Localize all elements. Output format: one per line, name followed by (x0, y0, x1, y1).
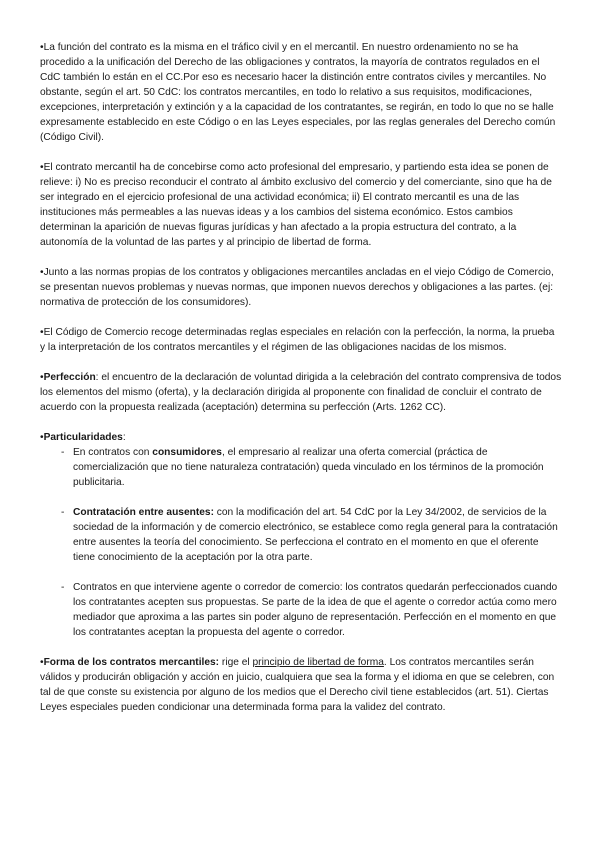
document-page (40, 40, 562, 730)
paragraph-text: : el encuentro de la declaración de voluntad dirigida a la celebración del contrato comprensiva de todos los elementos del mismo (oferta), y la declaración dirigida al proponente con finalidad de concluir el contrato de acuerdo con la propuesta realizada (aceptación) determina su perfección (Arts. 1262 CC). (40, 372, 562, 413)
paragraph-reglas-especiales (40, 325, 562, 355)
item-text: con la modificación del art. 54 CdC por la Ley 34/2002, de servicios de la sociedad de la información y de comercio electrónico, se establece como regla general para la contratación entre ausentes la teoría del conocimiento. Se perfecciona el contrato en el momento en que el oferente tiene conocimiento de la aceptación por la otra parte. (73, 507, 558, 563)
bullet: • (40, 432, 44, 443)
list-item (40, 505, 562, 565)
list-item (40, 580, 562, 640)
paragraph-text: Junto a las normas propias de los contratos y obligaciones mercantiles ancladas en el viejo Código de Comercio, se presentan nuevos problemas y nuevas normas, que imponen nuevos derechos y obligaciones a las partes. (ej: normativa de protección de los consumidores). (40, 267, 554, 308)
bullet: • (40, 372, 44, 383)
paragraph-funcion-contrato (40, 40, 562, 145)
paragraph-nuevas-normas (40, 265, 562, 310)
dash-marker: - (61, 582, 65, 593)
dash-marker: - (61, 507, 65, 518)
term-contratacion-ausentes: Contratación entre ausentes: (73, 507, 214, 518)
item-text: Contratos en que interviene agente o corredor de comercio: los contratos quedarán perfeccionados cuando los contratantes acepten sus propuestas. Se parte de la idea de que el agente o corredor actúa como mero mediador que aproxima a las partes sin poder alguno de representación. Perfección en el momento en que los contratantes aceptan la propuesta del agente o corredor. (73, 582, 558, 638)
paragraph-text: La función del contrato es la misma en el tráfico civil y en el mercantil. En nuestro ordenamiento no se ha procedido a la unificación del Derecho de las obligaciones y contratos, la mayoría de contratos regulados en el CdC también lo están en el CC.Por eso es necesario hacer la distinción entre contratos civiles y mercantiles. No obstante, según el art. 50 CdC: los contratos mercantiles, en todo lo relativo a sus requisitos, modificaciones, excepciones, interpretación y extinción y a la capacidad de los contratantes, se regirán, en todo lo que no se halle expresamente establecido en este Código o en las Leyes especiales, por las reglas generales del Derecho común (Código Civil). (40, 42, 556, 143)
underlined-principio-libertad-forma: principio de libertad de forma (252, 657, 384, 668)
paragraph-perfeccion (40, 370, 562, 415)
bullet: • (40, 267, 44, 278)
term-forma-contratos: Forma de los contratos mercantiles: (43, 657, 220, 668)
term-consumidores: consumidores (152, 447, 222, 458)
paragraph-text: El Código de Comercio recoge determinadas reglas especiales en relación con la perfección, la norma, la prueba y la interpretación de los contratos mercantiles y el régimen de las obligaciones nacidas de los mismos. (40, 327, 555, 353)
paragraph-text: rige el (219, 657, 253, 668)
bullet: • (40, 162, 44, 173)
bullet: • (40, 657, 44, 668)
bullet: • (40, 42, 44, 53)
particularidades-list (40, 445, 562, 640)
item-text: En contratos con (73, 447, 153, 458)
list-item (40, 445, 562, 490)
heading-particularidades (40, 430, 562, 445)
item-text: , el empresario al realizar una oferta comercial (práctica de comercialización que no tiene naturaleza contratación) queda vinculado en los términos de la promoción publicitaria. (73, 447, 544, 488)
paragraph-forma-contratos (40, 655, 562, 715)
paragraph-text: . Los contratos mercantiles serán válidos y producirán obligación y acción en juicio, cualquiera que sea la forma y el idioma en que se celebren, con tal de que conste su existencia por alguno de los medios que el Derecho civil tiene establecidos (art. 51). Ciertas Leyes especiales pueden condicionar una determinada forma para la validez del contrato. (40, 657, 555, 713)
bullet: • (40, 327, 44, 338)
paragraph-text: El contrato mercantil ha de concebirse como acto profesional del empresario, y partiendo esta idea se ponen de relieve: i) No es preciso reconducir el contrato al ámbito exclusivo del comercio y del comerciante, sino que ha de ser integrado en el ejercicio profesional de una actividad económica; ii) El contrato mercantil es una de las instituciones más permeables a las nuevas ideas y a los cambios del sistema económico. Estos cambios determinan la aparición de nuevas figuras jurídicas y han afectado a la propia estructura del contrato, a la autonomía de la voluntad de las partes y al principio de libertad de forma. (40, 162, 552, 248)
colon: : (122, 432, 126, 443)
term-perfeccion: Perfección (43, 372, 96, 383)
paragraph-acto-profesional (40, 160, 562, 250)
dash-marker: - (61, 447, 65, 458)
term-particularidades: Particularidades (43, 432, 123, 443)
